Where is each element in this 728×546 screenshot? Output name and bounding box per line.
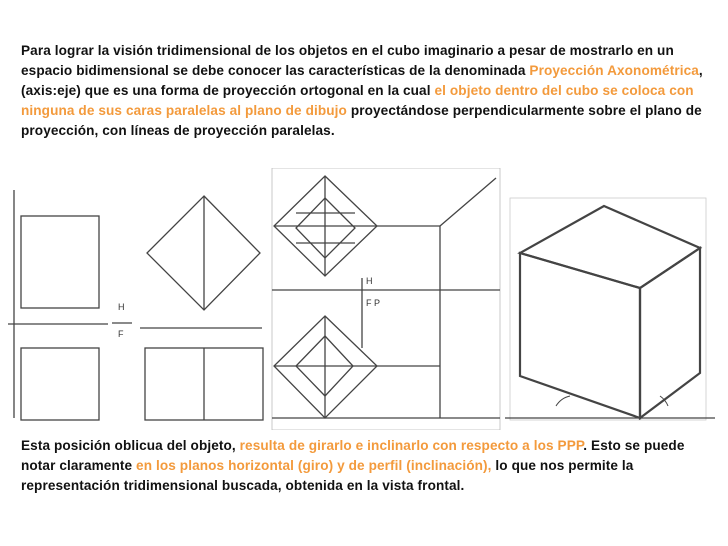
cube-projection-drawings [0, 168, 728, 430]
outro-text-2: . Esto se puede notar claramente [21, 438, 685, 473]
figure-square-views [8, 190, 132, 420]
figure-projection-construction [272, 168, 500, 430]
fig3-fp-label: F P [366, 298, 381, 308]
fig1-h-label: H [118, 302, 125, 312]
figure-strip [0, 168, 728, 430]
outro-text-3: lo que nos permite la representación tridimensional buscada, obtenida en la vista frontal. [21, 458, 634, 493]
outro-highlight-planes: en los planos horizontal (giro) y de perfil (inclinación), [136, 458, 492, 473]
figure-rotated-views [140, 196, 263, 420]
outro-paragraph [21, 436, 711, 496]
intro-text-1: Para lograr la visión tridimensional de los objetos en el cubo imaginario a pesar de mostrarlo en un espacio bidimensional se debe conocer las características de la denominada [21, 43, 674, 78]
intro-highlight-object: el objeto dentro del cubo se coloca con ninguna de sus caras paralelas al plano de dibujo [21, 83, 694, 118]
intro-text-2: , (axis:eje) que es una forma de proyección ortogonal en la cual [21, 63, 703, 98]
fig1-f-label: F [118, 329, 124, 339]
intro-highlight-axonometric: Proyección Axonométrica [529, 63, 699, 78]
fig3-h-label: H [366, 276, 373, 286]
outro-text-1: Esta posición oblicua del objeto, [21, 438, 240, 453]
intro-paragraph [21, 41, 711, 141]
outro-highlight-rotation: resulta de girarlo e inclinarlo con respecto a los PPP [239, 438, 584, 453]
intro-text-3: proyectándose perpendicularmente sobre el plano de proyección, con líneas de proyección paralelas. [21, 103, 702, 138]
figure-isometric-cube [505, 198, 715, 420]
